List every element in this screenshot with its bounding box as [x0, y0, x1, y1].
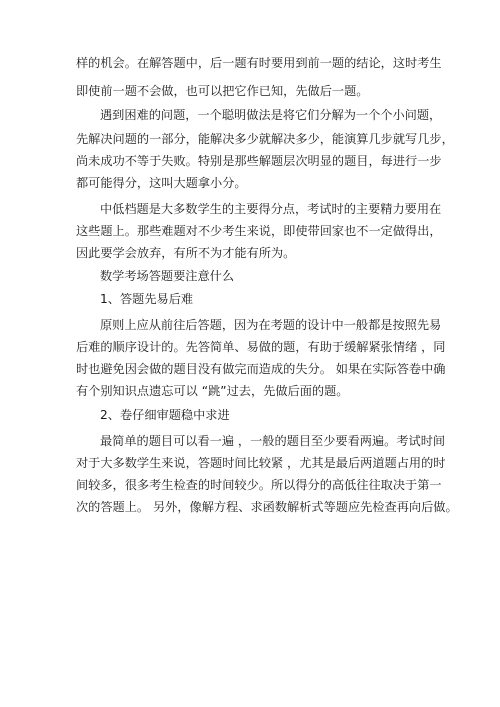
- text-line: 对于大多数学生来说，答题时间比较紧 ，尤其是最后两道题占用的时: [76, 456, 446, 470]
- text-line: 有个别知识点遗忘可以 “跳”过去，先做后面的题。: [76, 384, 349, 398]
- section-title: 数学考场答题要注意什么: [100, 269, 235, 283]
- paragraph-mid-low-questions: [76, 198, 442, 264]
- text-line: 都可能得分，这叫大题拿小分。: [76, 176, 247, 190]
- text-line: 样的机会。在解答题中，后一题有时要用到前一题的结论，这时考生: [76, 56, 442, 70]
- text-line: 原则上应从前往后答题，因为在考题的设计中一般都是按照先易: [100, 318, 442, 332]
- text-line: 先解决问题的一部分，能解决多少就解决多少，能演算几步就写几步，: [76, 132, 454, 146]
- paragraph-continuation: [76, 52, 442, 102]
- text-line: 尚未成功不等于失败。特别是那些解题层次明显的题目，每进行一步: [76, 154, 442, 168]
- item2-paragraph: [76, 430, 458, 518]
- text-line: 即使前一题不会做，也可以把它作已知，先做后一题。: [76, 84, 369, 98]
- paragraph-difficult-problems: [76, 104, 454, 194]
- item2-title: 2、卷仔细审题稳中求进: [100, 408, 230, 422]
- text-line: 后难的顺序设计的。先答简单、易做的题，有助于缓解紧张情绪 ，同: [76, 340, 446, 354]
- text-line: 遇到困难的问题，一个聪明做法是将它们分解为一个个小问题，: [100, 108, 442, 122]
- text-line: 这些题上。那些难题对不少考生来说，即使带回家也不一定做得出，: [76, 224, 442, 238]
- text-line: 次的答题上。 另外，像解方程、求函数解析式等题应先检查再向后做。: [76, 500, 458, 514]
- item1-title: 1、答题先易后难: [100, 292, 194, 306]
- text-line: 间较多，很多考生检查的时间较少。所以得分的高低往往取决于第一: [76, 478, 442, 492]
- document-page: [76, 52, 458, 518]
- item1-paragraph: [76, 314, 446, 402]
- text-line: 最简单的题目可以看一遍 ，一般的题目至少要看两遍。考试时间: [100, 434, 446, 448]
- text-line: 中低档题是大多数学生的主要得分点，考试时的主要精力要用在: [100, 202, 442, 216]
- text-line: 因此要学会放弃，有所不为才能有所为。: [76, 246, 296, 260]
- text-line: 时也避免因会做的题目没有做完而造成的失分。 如果在实际答卷中确: [76, 362, 446, 376]
